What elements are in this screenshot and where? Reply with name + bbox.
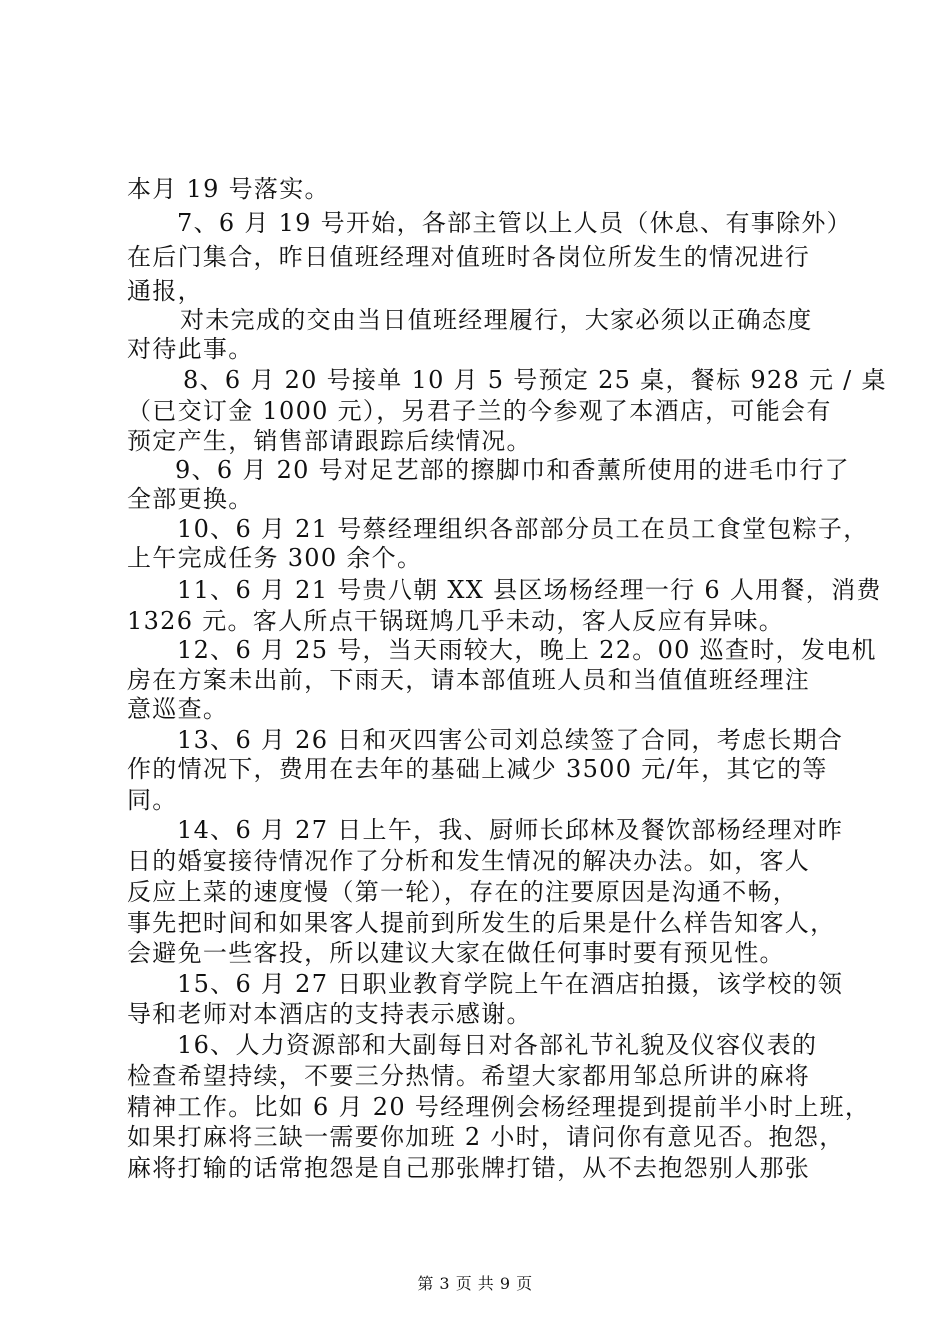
- text-line: 意巡查。: [127, 695, 229, 723]
- text-line: 麻将打输的话常抱怨是自己那张牌打错，从不去抱怨别人那张: [127, 1154, 811, 1182]
- text-line: 12、6 月 25 号，当天雨较大，晚上 22。00 巡查时，发电机: [177, 636, 877, 664]
- text-line: 13、6 月 26 日和灭四害公司刘总续签了合同，考虑长期合: [177, 726, 844, 754]
- text-line: 日的婚宴接待情况作了分析和发生情况的解决办法。如，客人: [127, 847, 811, 875]
- text-line: 8、6 月 20 号接单 10 月 5 号预定 25 桌，餐标 928 元 / 桌: [183, 366, 887, 394]
- text-line: 房在方案未出前，下雨天，请本部值班人员和当值值班经理注: [127, 666, 811, 694]
- text-line: 上午完成任务 300 余个。: [127, 544, 423, 572]
- text-line: 在后门集合，昨日值班经理对值班时各岗位所发生的情况进行: [127, 243, 811, 271]
- text-line: 反应上菜的速度慢（第一轮），存在的注要原因是沟通不畅，: [127, 878, 799, 906]
- text-line: 对未完成的交由当日值班经理履行，大家必须以正确态度: [180, 306, 813, 334]
- text-line: 16、人力资源部和大副每日对各部礼节礼貌及仪容仪表的: [177, 1031, 818, 1059]
- text-line: 导和老师对本酒店的支持表示感谢。: [127, 1000, 532, 1028]
- page-number-footer: 第 3 页 共 9 页: [417, 1274, 533, 1293]
- text-line: 如果打麻将三缺一需要你加班 2 小时，请问你有意见否。抱怨，: [127, 1123, 845, 1151]
- text-line: 1326 元。客人所点干锅斑鸠几乎未动，客人反应有异味。: [127, 607, 785, 635]
- text-line: 本月 19 号落实。: [127, 175, 330, 203]
- text-line: 通报，: [127, 277, 203, 305]
- text-line: 预定产生，销售部请跟踪后续情况。: [127, 427, 532, 455]
- text-line: 15、6 月 27 日职业教育学院上午在酒店拍摄，该学校的领: [177, 970, 844, 998]
- text-line: 10、6 月 21 号蔡经理组织各部部分员工在员工食堂包粽子，: [177, 515, 869, 543]
- text-line: 精神工作。比如 6 月 20 号经理例会杨经理提到提前半小时上班，: [127, 1093, 871, 1121]
- text-line: 全部更换。: [127, 485, 254, 513]
- text-line: 11、6 月 21 号贵八朝 XX 县区场杨经理一行 6 人用餐，消费: [177, 576, 882, 604]
- text-line: 会避免一些客投，所以建议大家在做任何事时要有预见性。: [127, 939, 785, 967]
- text-line: （已交订金 1000 元），另君子兰的今参观了本酒店，可能会有: [127, 397, 832, 425]
- text-line: 14、6 月 27 日上午，我、厨师长邱林及餐饮部杨经理对昨: [177, 816, 844, 844]
- text-line: 事先把时间和如果客人提前到所发生的后果是什么样告知客人，: [127, 909, 836, 937]
- text-line: 检查希望持续，不要三分热情。希望大家都用邹总所讲的麻将: [127, 1062, 811, 1090]
- text-line: 7、6 月 19 号开始，各部主管以上人员（休息、有事除外）: [177, 209, 852, 237]
- text-line: 对待此事。: [127, 335, 254, 363]
- text-line: 9、6 月 20 号对足艺部的擦脚巾和香薰所使用的进毛巾行了: [175, 456, 850, 484]
- text-line: 同。: [127, 786, 178, 814]
- text-line: 作的情况下，费用在去年的基础上减少 3500 元/年，其它的等: [127, 755, 828, 783]
